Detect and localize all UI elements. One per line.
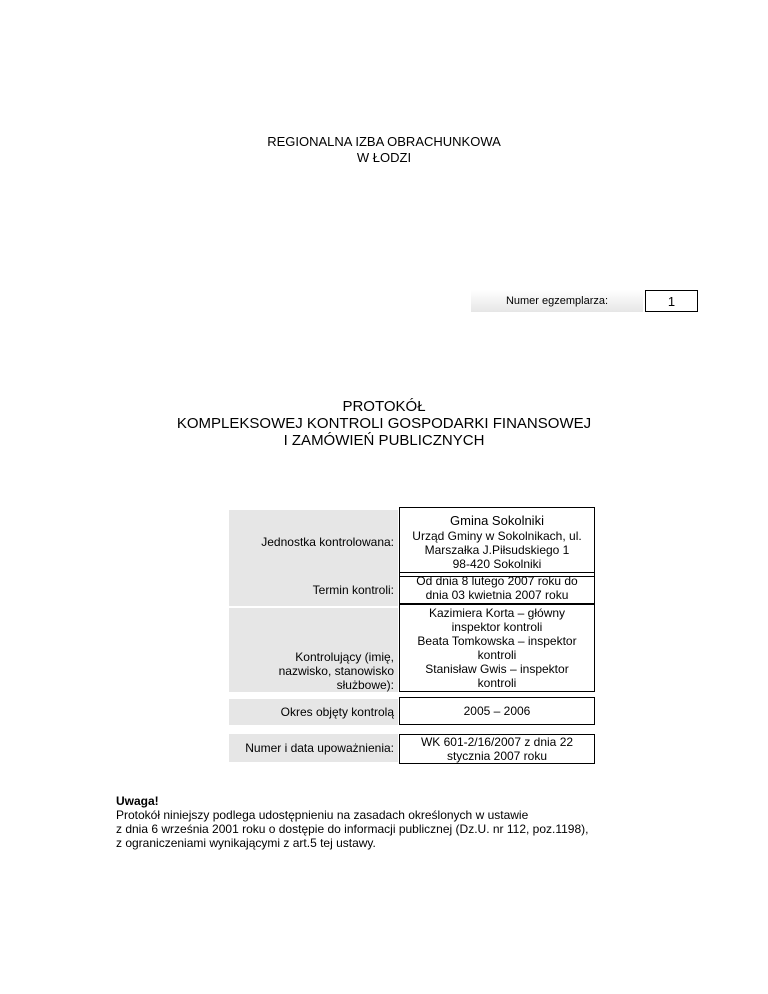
disclosure-note [116, 794, 716, 850]
inspector-line-6: kontroli [477, 676, 517, 690]
note-line-3: z ograniczeniami wynikającymi z art.5 tej ustawy. [116, 836, 376, 850]
inspectors-label-line-2: nazwisko, stanowisko [278, 664, 394, 678]
inspector-line-2: inspektor kontroli [451, 620, 543, 634]
unit-label: Jednostka kontrolowana: [229, 510, 398, 574]
authorization-value [399, 734, 595, 764]
title-line-2: KOMPLEKSOWEJ KONTROLI GOSPODARKI FINANSOWEJ [176, 415, 592, 432]
unit-value [399, 507, 595, 577]
institution-line-1: REGIONALNA IZBA OBRACHUNKOWA [267, 134, 501, 149]
inspector-line-3: Beata Tomkowska – inspektor [417, 634, 577, 648]
unit-address-line-2: Marszałka J.Piłsudskiego 1 [424, 543, 570, 557]
inspector-line-1: Kazimiera Korta – główny [428, 606, 566, 620]
document-title [0, 398, 768, 449]
period-value: 2005 – 2006 [399, 697, 595, 725]
inspectors-label-line-3: służbowe): [336, 678, 394, 692]
term-value [399, 572, 595, 604]
unit-address-line-1: Urząd Gminy w Sokolnikach, ul. [412, 529, 582, 543]
inspectors-label-line-1: Kontrolujący (imię, [295, 650, 394, 664]
term-line-2: dnia 03 kwietnia 2007 roku [425, 588, 569, 602]
institution-line-2: W ŁODZI [356, 150, 412, 165]
inspectors-label [229, 608, 398, 692]
inspector-line-4: kontroli [477, 648, 517, 662]
copy-number-box: 1 [645, 290, 698, 312]
title-line-1: PROTOKÓŁ [342, 398, 426, 415]
note-line-1: Protokół niniejszy podlega udostępnieniu na zasadach określonych w ustawie [116, 808, 529, 822]
institution-name [0, 134, 768, 166]
unit-name: Gmina Sokolniki [450, 513, 544, 528]
copy-number-label: Numer egzemplarza: [471, 290, 643, 312]
unit-address-line-3: 98-420 Sokolniki [452, 557, 542, 571]
inspectors-value [399, 604, 595, 692]
period-label: Okres objęty kontrolą [229, 699, 398, 725]
authorization-line-1: WK 601-2/16/2007 z dnia 22 [420, 735, 574, 749]
note-line-2: z dnia 6 września 2001 roku o dostępie do informacji publicznej (Dz.U. nr 112, poz.1198), [116, 822, 589, 836]
inspector-line-5: Stanisław Gwis – inspektor [425, 662, 569, 676]
term-label: Termin kontroli: [229, 574, 398, 606]
title-line-3: I ZAMÓWIEŃ PUBLICZNYCH [283, 432, 485, 449]
term-line-1: Od dnia 8 lutego 2007 roku do [416, 574, 578, 588]
authorization-label: Numer i data upoważnienia: [229, 734, 398, 762]
authorization-line-2: stycznia 2007 roku [446, 749, 548, 763]
note-heading: Uwaga! [116, 794, 159, 808]
